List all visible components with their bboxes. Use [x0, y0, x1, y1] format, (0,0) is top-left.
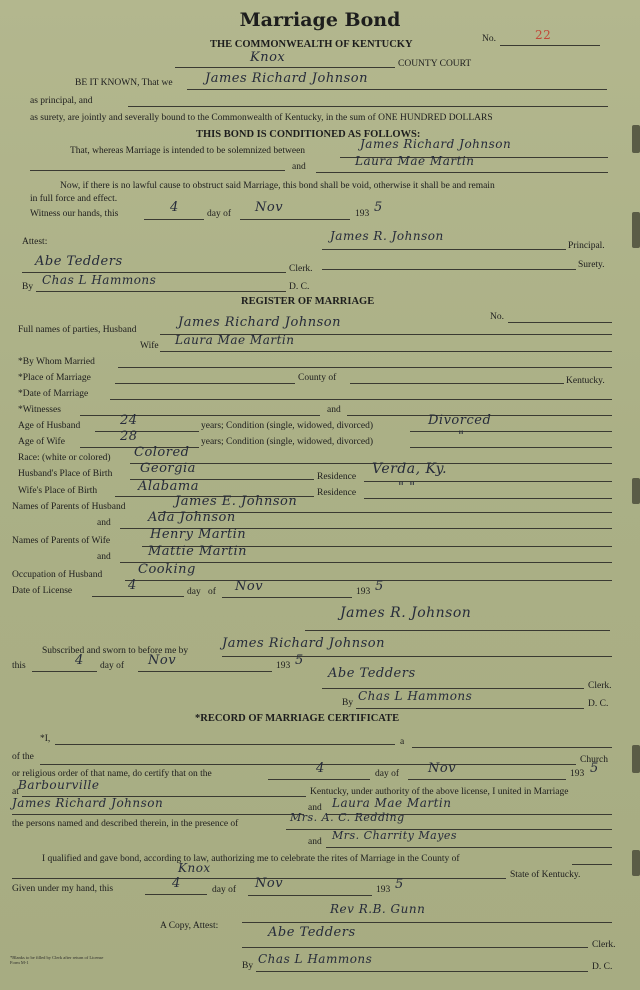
wife-mother: Mattie Martin: [148, 544, 248, 559]
cert-i-label: *I,: [40, 734, 51, 744]
husband-parents-and: and: [97, 518, 111, 528]
witness-day-line: [144, 219, 204, 220]
register-no-label: No.: [490, 312, 504, 322]
occupation-label: Occupation of Husband: [12, 570, 103, 580]
cert-given-month: Nov: [255, 876, 284, 891]
cert-bride: Laura Mae Martin: [332, 796, 452, 810]
county-line: [175, 67, 395, 68]
wife-residence-line: [364, 498, 612, 499]
age-wife-value: 28: [120, 429, 138, 444]
page-tab: [632, 850, 640, 876]
void-text-2: in full force and effect.: [30, 194, 118, 204]
occupation-value: Cooking: [138, 562, 196, 577]
cert-religious-label: or religious order of that name, do certify that on the: [12, 769, 212, 779]
register-no-line: [508, 322, 612, 323]
party2-name: Laura Mae Martin: [355, 154, 475, 168]
residence-label-wife: Residence: [317, 488, 357, 498]
sworn-name: James Richard Johnson: [222, 636, 385, 651]
cert-month-line: [408, 779, 566, 780]
cert-persons-label: the persons named and described therein, in the presence of: [12, 819, 239, 829]
bond-by-label: By: [22, 282, 34, 292]
principal-sig-line: [322, 249, 566, 250]
register-heading: REGISTER OF MARRIAGE: [241, 296, 375, 307]
cert-witness-and: and: [308, 837, 322, 847]
cert-qualified-text: I qualified and gave bond, according to law, authorizing me to celebrate the rites of Marriage in the County of: [42, 854, 460, 864]
cert-given-day-of: day of: [212, 885, 237, 895]
license-year-suffix: 5: [375, 579, 384, 594]
license-day: 4: [128, 578, 137, 593]
copy-attest-label: A Copy, Attest:: [160, 921, 219, 931]
principal-name: James Richard Johnson: [205, 71, 368, 86]
minister-signature: Rev R.B. Gunn: [330, 902, 426, 916]
cert-given-year-suffix: 5: [395, 877, 404, 892]
principal-signature: James R. Johnson: [330, 229, 444, 243]
sworn-year-suffix: 5: [295, 653, 304, 668]
bond-number-label: No.: [482, 34, 496, 44]
cert-groom-line: [12, 814, 304, 815]
license-month: Nov: [235, 579, 264, 594]
husband-name: James Richard Johnson: [178, 315, 341, 330]
as-principal-label: as principal, and: [30, 96, 93, 106]
witness-year-suffix: 5: [374, 200, 383, 215]
cert-witness2-line: [326, 847, 612, 848]
party2-line: [316, 172, 608, 173]
cert-church-line: [40, 764, 576, 765]
register-signature-line: [305, 630, 610, 631]
whereas-label: That, whereas Marriage is intended to be solemnized between: [70, 146, 306, 156]
cert-groom: James Richard Johnson: [12, 796, 164, 810]
cert-month: Nov: [428, 761, 457, 776]
full-names-label: Full names of parties, Husband: [18, 325, 137, 335]
wife-father: Henry Martin: [150, 527, 247, 542]
register-clerk-signature: Abe Tedders: [328, 666, 416, 681]
parents-husband-label: Names of Parents of Husband: [12, 502, 126, 512]
cert-state-label: State of Kentucky.: [510, 870, 581, 880]
minister-line: [242, 922, 612, 923]
register-signature: James R. Johnson: [340, 605, 472, 621]
cert-clerk-signature: Abe Tedders: [268, 925, 356, 940]
age-husband-line: [95, 431, 199, 432]
by-whom-line: [118, 367, 612, 368]
husband-birth-value: Georgia: [140, 461, 196, 476]
residence-label-husband: Residence: [317, 472, 357, 482]
wife-cond-line: [410, 447, 612, 448]
cert-dc-line: [256, 971, 588, 972]
race-value: Colored: [134, 445, 190, 460]
wife-birth-value: Alabama: [138, 479, 199, 494]
age-husband-value: 24: [120, 413, 138, 428]
license-day-label: day: [187, 587, 201, 597]
sworn-year-prefix: 193: [276, 661, 291, 671]
wife-name-line: [160, 351, 612, 352]
cert-given-month-line: [248, 895, 372, 896]
age-wife-label: Age of Wife: [18, 437, 65, 447]
cert-year-prefix: 193: [570, 769, 585, 779]
bond-clerk-signature: Abe Tedders: [35, 254, 123, 269]
bond-dc-line: [36, 291, 286, 292]
cert-place: Barbourville: [18, 778, 100, 792]
sworn-name-line: [222, 656, 612, 657]
commonwealth-heading: THE COMMONWEALTH OF KENTUCKY: [210, 39, 413, 50]
cert-a-label: a: [400, 737, 405, 747]
party1-name: James Richard Johnson: [360, 137, 512, 151]
document-title: Marriage Bond: [239, 9, 401, 31]
bond-number-line: [500, 45, 600, 46]
cert-given-day-line: [145, 894, 207, 895]
footnote-line-1: *Blanks to be filled by Clerk after return of License: [10, 955, 104, 960]
be-it-known-label: BE IT KNOWN, That we: [75, 78, 173, 88]
years-cond-wife: years; Condition (single, widowed, divorced): [201, 437, 374, 447]
date-label: *Date of Marriage: [18, 389, 89, 399]
husband-mother: Ada Johnson: [148, 510, 236, 525]
husband-residence: Verda, Ky.: [372, 461, 448, 477]
years-cond-husband: years; Condition (single, widowed, divorced): [201, 421, 374, 431]
conditioned-heading: THIS BOND IS CONDITIONED AS FOLLOWS:: [196, 129, 421, 140]
cert-given-day: 4: [172, 876, 181, 891]
and-label: and: [292, 162, 306, 172]
cert-witness1: Mrs. A. C. Redding: [290, 811, 405, 824]
bond-number-value: 22: [535, 28, 552, 42]
wife-name: Laura Mae Martin: [175, 333, 295, 347]
sworn-this-label: this: [12, 661, 26, 671]
occupation-line: [125, 580, 612, 581]
footnote: [10, 955, 103, 966]
witness-line-1: [80, 415, 320, 416]
principal-label: Principal.: [568, 241, 605, 251]
county-of-line: [350, 383, 564, 384]
register-by-label: By: [342, 698, 354, 708]
cert-given-year-prefix: 193: [376, 885, 391, 895]
cert-witness2: Mrs. Charrity Mayes: [332, 829, 458, 842]
cert-a-line: [412, 747, 612, 748]
wife-condition: ": [458, 429, 465, 444]
page-tab: [632, 212, 640, 248]
wife-parents-and: and: [97, 552, 111, 562]
sworn-month: Nov: [148, 653, 177, 668]
race-line: [130, 463, 612, 464]
register-dc-label: D. C.: [588, 699, 609, 709]
cert-year-suffix: 5: [590, 761, 599, 776]
sworn-month-line: [138, 671, 272, 672]
page-tab: [632, 745, 640, 773]
witness-day-of: day of: [207, 209, 232, 219]
county-value: Knox: [250, 50, 286, 65]
cert-day: 4: [316, 761, 325, 776]
principal-line: [187, 89, 607, 90]
by-whom-label: *By Whom Married: [18, 357, 95, 367]
witnesses-label: *Witnesses: [18, 405, 61, 415]
cert-day-line: [268, 779, 370, 780]
race-label: Race: (white or colored): [18, 453, 111, 463]
cert-clerk-line: [242, 947, 588, 948]
cert-county: Knox: [178, 861, 211, 875]
footnote-line-2: Form M-1: [10, 960, 29, 966]
register-dc-signature: Chas L Hammons: [358, 689, 473, 703]
attest-label: Attest:: [22, 237, 48, 247]
cert-by-label: By: [242, 961, 254, 971]
place-line: [115, 383, 295, 384]
bond-dc-label: D. C.: [289, 282, 310, 292]
cert-at-label: at: [12, 787, 19, 797]
cert-kentucky-text: Kentucky, under authority of the above license, I united in Marriage: [310, 787, 569, 797]
license-day-line: [92, 596, 184, 597]
cert-dc-label: D. C.: [592, 962, 613, 972]
cert-i-line: [55, 744, 395, 745]
witness-day: 4: [170, 200, 179, 215]
age-husband-label: Age of Husband: [18, 421, 81, 431]
husband-cond-line: [410, 431, 612, 432]
surety-line: [128, 106, 608, 107]
surety-text: as surety, are jointly and severally bound to the Commonwealth of Kentucky, in the sum of ONE HUNDRED DOLLARS: [30, 113, 493, 123]
place-label: *Place of Marriage: [18, 373, 91, 383]
county-court-label: COUNTY COURT: [398, 59, 472, 69]
cert-church-label: Church: [580, 755, 608, 765]
witness-month: Nov: [255, 200, 284, 215]
subscribed-label: Subscribed and sworn to before me by: [42, 646, 189, 656]
husband-father: James E. Johnson: [175, 494, 298, 509]
kentucky-label: Kentucky.: [566, 376, 605, 386]
bond-dc-signature: Chas L Hammons: [42, 273, 157, 287]
license-month-line: [222, 597, 352, 598]
page-tab: [632, 478, 640, 504]
cert-and-label: and: [308, 803, 322, 813]
husband-condition: Divorced: [428, 413, 492, 428]
cert-of-the-label: of the: [12, 752, 34, 762]
wife-birth-label: Wife's Place of Birth: [18, 486, 98, 496]
husband-birth-label: Husband's Place of Birth: [18, 469, 113, 479]
witness-hands-label: Witness our hands, this: [30, 209, 119, 219]
cert-dc-signature: Chas L Hammons: [258, 952, 373, 966]
wife-label: Wife: [140, 341, 159, 351]
cert-clerk-label: Clerk.: [592, 940, 616, 950]
bond-clerk-label: Clerk.: [289, 264, 313, 274]
county-of-label: County of: [298, 373, 337, 383]
surety-label: Surety.: [578, 260, 605, 270]
register-clerk-label: Clerk.: [588, 681, 612, 691]
license-of-label: of: [208, 587, 216, 597]
parents-wife-label: Names of Parents of Wife: [12, 536, 111, 546]
sworn-day: 4: [75, 653, 84, 668]
witness-year-prefix: 193: [355, 209, 370, 219]
register-dc-line: [356, 708, 584, 709]
void-text-1: Now, if there is no lawful cause to obstruct said Marriage, this bond shall be void, otherwise it shall be and remain: [60, 181, 495, 191]
certificate-heading: *RECORD OF MARRIAGE CERTIFICATE: [195, 713, 400, 724]
sworn-day-of: day of: [100, 661, 125, 671]
left-blank-line: [30, 170, 285, 171]
license-year-prefix: 193: [356, 587, 371, 597]
witness-month-line: [240, 219, 350, 220]
wife-residence: " ": [398, 480, 416, 495]
witnesses-and: and: [327, 405, 341, 415]
license-date-label: Date of License: [12, 586, 73, 596]
cert-qualified-line: [572, 864, 612, 865]
date-line: [110, 399, 612, 400]
cert-given-label: Given under my hand, this: [12, 884, 114, 894]
surety-sig-line: [322, 269, 576, 270]
page-tab: [632, 125, 640, 153]
cert-day-of: day of: [375, 769, 400, 779]
sworn-day-line: [32, 671, 97, 672]
